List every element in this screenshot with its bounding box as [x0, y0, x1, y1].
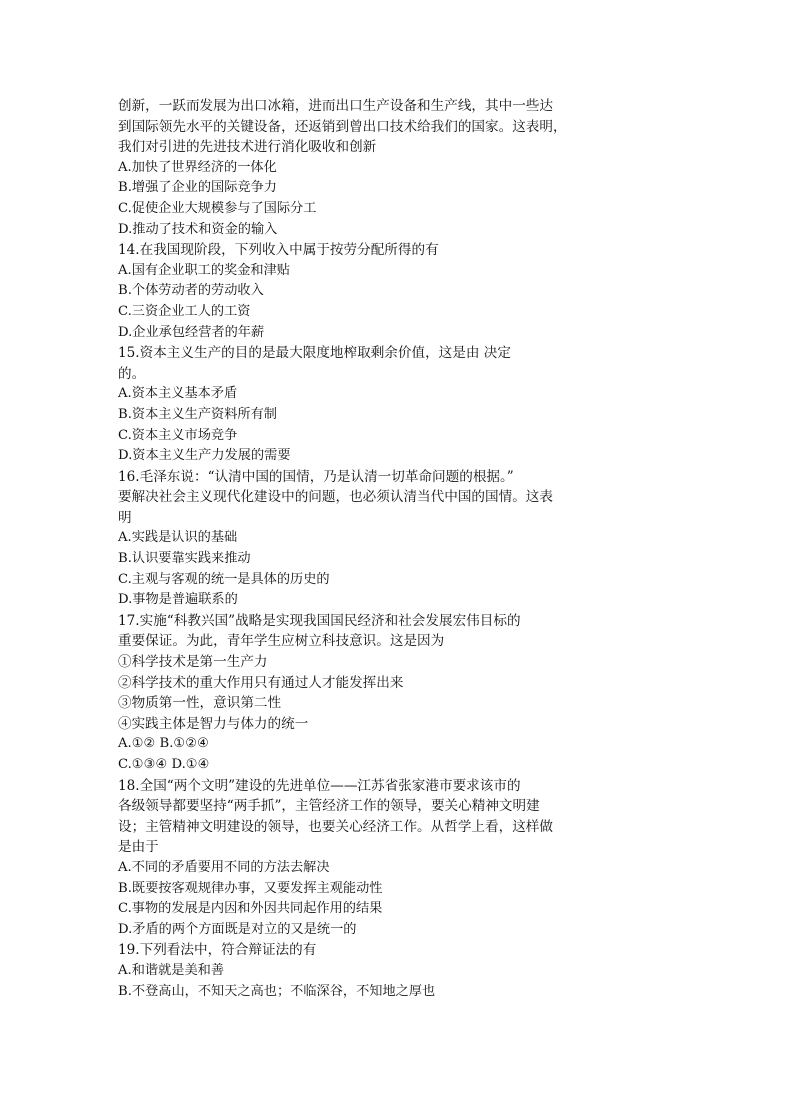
option-line: C.①③④ D.①④: [118, 757, 210, 772]
text-line: 是由于: [118, 839, 159, 856]
option-line: D.企业承包经营者的年薪: [118, 324, 265, 340]
text-line: 要解决社会主义现代化建设中的问题，也必须认清当代中国的国情。这表: [118, 489, 553, 506]
option-line: A.和谐就是美和善: [118, 962, 225, 978]
option-line: B.认识要靠实践来推动: [118, 551, 251, 567]
question-line: 14.在我国现阶段，下列收入中属于按劳分配所得的有: [118, 242, 439, 259]
option-line: A.①② B.①②④: [118, 736, 209, 752]
text-line: 各级领导都要坚持“两手抓”，主管经济工作的领导，要关心精神文明建: [118, 798, 540, 815]
option-line: B.个体劳动者的劳动收入: [118, 283, 264, 299]
option-line: D.矛盾的两个方面既是对立的又是统一的: [118, 921, 357, 937]
statement-line: ④实践主体是智力与体力的统一: [118, 715, 309, 732]
option-line: B.既要按客观规律办事，又要发挥主观能动性: [118, 880, 383, 896]
option-line: D.事物是普遍联系的: [118, 592, 238, 608]
text-line: 的。: [118, 365, 146, 382]
option-line: D.资本主义生产力发展的需要: [118, 448, 291, 464]
option-line: A.国有企业职工的奖金和津贴: [118, 262, 290, 278]
option-line: C.促使企业大规模参与了国际分工: [118, 200, 317, 216]
text-line: 设；主管精神文明建设的领导，也要关心经济工作。从哲学上看，这样做: [118, 818, 553, 835]
question-line: 17.实施“科教兴国”战略是实现我国国民经济和社会发展宏伟目标的: [118, 612, 521, 629]
statement-line: ③物质第一性，意识第二性: [118, 695, 282, 712]
option-line: C.事物的发展是内因和外因共同起作用的结果: [118, 901, 383, 917]
text-line: 重要保证。为此，青年学生应树立科技意识。这是因为: [118, 633, 445, 650]
question-line: 19.下列看法中，符合辩证法的有: [118, 942, 317, 959]
option-line: A.实践是认识的基础: [118, 530, 238, 546]
text-line: 创新，一跃而发展为出口冰箱，进而出口生产设备和生产线，其中一些达: [118, 98, 553, 114]
text-line: 明: [118, 509, 132, 526]
option-line: B.增强了企业的国际竞争力: [118, 180, 277, 196]
document-page: [118, 96, 588, 1002]
option-line: A.资本主义基本矛盾: [118, 386, 238, 402]
option-line: D.推动了技术和资金的输入: [118, 221, 278, 237]
option-line: B.不登高山，不知天之高也；不临深谷，不知地之厚也: [118, 983, 436, 999]
statement-line: ①科学技术是第一生产力: [118, 654, 268, 671]
text-line: 我们对引进的先进技术进行消化吸收和创新: [118, 139, 377, 156]
option-line: C.三资企业工人的工资: [118, 303, 251, 319]
question-line: 15.资本主义生产的目的是最大限度地榨取剩余价值，这是由 决定: [118, 345, 511, 362]
text-line: 到国际领先水平的关键设备，还返销到曾出口技术给我们的国家。这表明，: [118, 118, 567, 135]
option-line: C.主观与客观的统一是具体的历史的: [118, 571, 330, 587]
option-line: C.资本主义市场竞争: [118, 427, 238, 443]
option-line: A.加快了世界经济的一体化: [118, 159, 277, 175]
option-line: A.不同的矛盾要用不同的方法去解决: [118, 859, 330, 875]
option-line: B.资本主义生产资料所有制: [118, 406, 277, 422]
question-line: 18.全国“两个文明”建设的先进单位——江苏省张家港市要求该市的: [118, 777, 521, 794]
statement-line: ②科学技术的重大作用只有通过人才能发挥出来: [118, 674, 404, 691]
question-line: 16.毛泽东说：“认清中国的国情，乃是认清一切革命问题的根据。”: [118, 468, 514, 485]
